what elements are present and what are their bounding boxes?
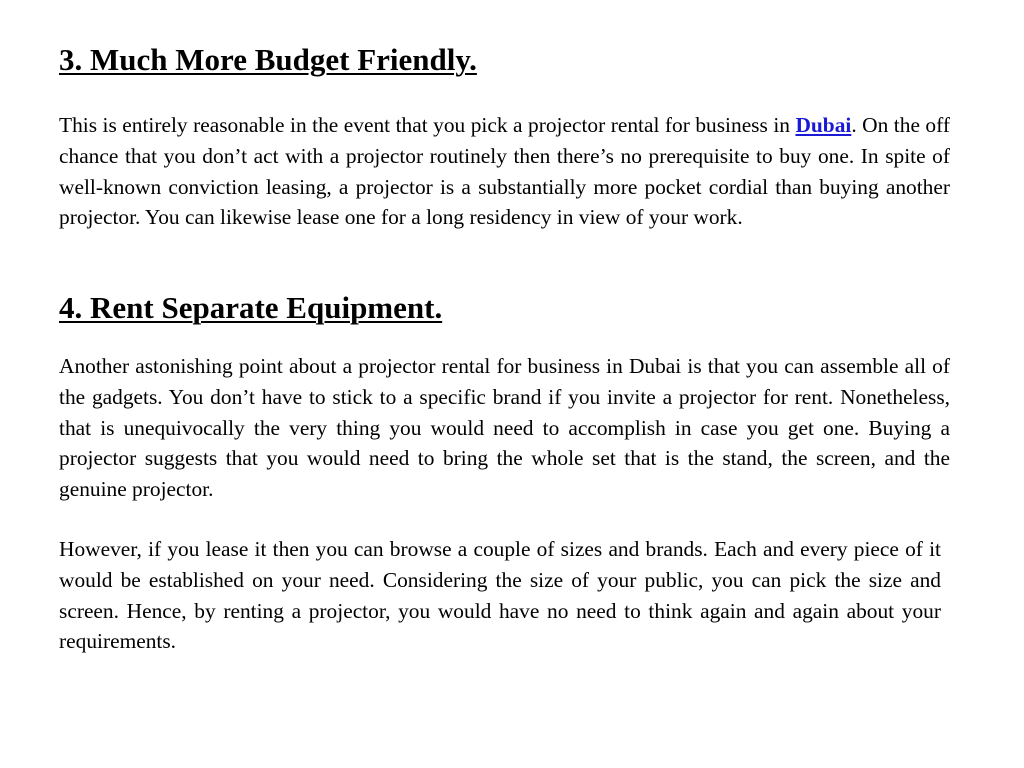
- section-3-text-start: This is entirely reasonable in the event that you pick a projector rental for business in: [59, 113, 796, 137]
- section-4-paragraph-2: However, if you lease it then you can browse a couple of sizes and brands. Each and every piece of it would be established on your need. Considering the size of your public, you can pick the size and screen. Hence, by renting a projector, you would have no need to think again and again about your requirements.: [59, 537, 941, 654]
- section-3-heading: 3. Much More Budget Friendly.: [59, 42, 477, 77]
- section-4-heading: 4. Rent Separate Equipment.: [59, 290, 443, 325]
- section-3-text-end: . On the off chance that you don’t act with a projector routinely then there’s no prerequisite to buy one. In spite of well-known conviction leasing, a projector is a substantially more pocket cordial than buying another projector. You can likewise lease one for a long residency in view of your work.: [59, 113, 950, 230]
- section-3-paragraph: [59, 110, 950, 233]
- dubai-link[interactable]: Dubai: [795, 113, 852, 137]
- section-4-paragraph-1: Another astonishing point about a projector rental for business in Dubai is that you can assemble all of the gadgets. You don’t have to stick to a specific brand if you invite a projector for rent. Nonetheless, that is unequivocally the very thing you would need to accomplish in case you get one. Buying a projector suggests that you would need to bring the whole set that is the stand, the screen, and the genuine projector.: [59, 354, 950, 502]
